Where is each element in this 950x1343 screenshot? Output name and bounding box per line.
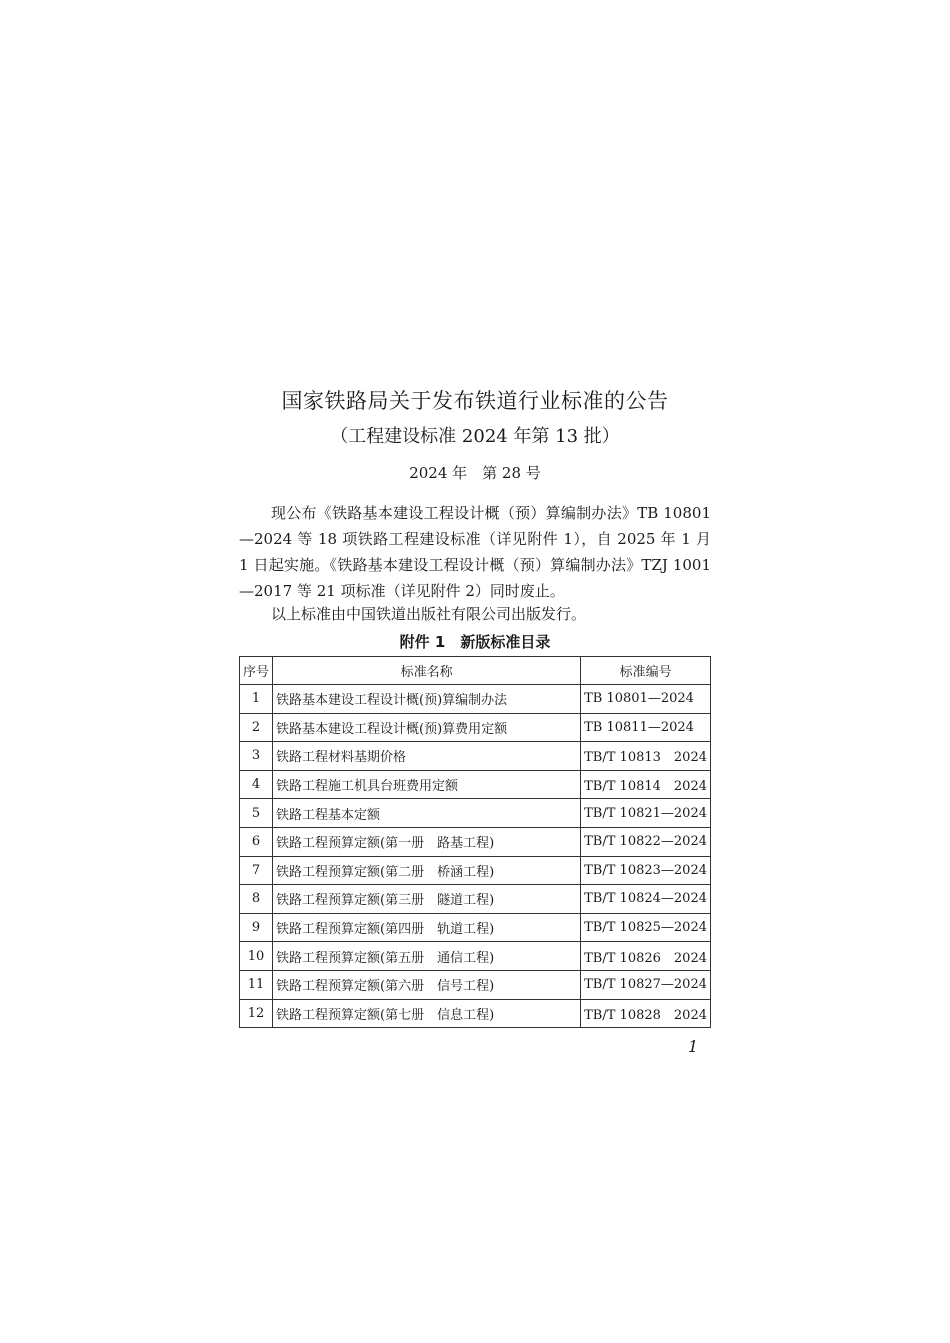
- table-row: [240, 885, 711, 914]
- announcement-title: 国家铁路局关于发布铁道行业标准的公告: [281, 389, 669, 413]
- row-number: 2: [240, 713, 273, 742]
- page-number: 1: [688, 1037, 699, 1056]
- table-row: [240, 970, 711, 999]
- header-name: 标准名称: [273, 657, 581, 685]
- standard-name: 铁路工程基本定额: [273, 799, 581, 828]
- standard-code: TB 10811—2024: [581, 713, 711, 742]
- standard-name: 铁路工程预算定额(第五册 通信工程): [273, 942, 581, 971]
- standard-code: TB/T 10823—2024: [581, 856, 711, 885]
- standard-name: 铁路工程预算定额(第三册 隧道工程): [273, 885, 581, 914]
- table-row: [240, 713, 711, 742]
- standard-name: 铁路基本建设工程设计概(预)算费用定额: [273, 713, 581, 742]
- standard-name: 铁路工程预算定额(第四册 轨道工程): [273, 913, 581, 942]
- header-code: 标准编号: [581, 657, 711, 685]
- table-row: [240, 799, 711, 828]
- announcement-subtitle: （工程建设标准 2024 年第 13 批）: [330, 426, 620, 447]
- table-row: [240, 685, 711, 714]
- header-no: 序号: [240, 657, 273, 685]
- table-body: [240, 685, 711, 1028]
- row-number: 12: [240, 999, 273, 1028]
- body-paragraph-2: 以上标准由中国铁道出版社有限公司出版发行。: [271, 605, 587, 623]
- standard-name: 铁路工程预算定额(第六册 信号工程): [273, 970, 581, 999]
- row-number: 6: [240, 827, 273, 856]
- standard-code: TB/T 10827—2024: [581, 970, 711, 999]
- table-row: [240, 770, 711, 799]
- table-row: [240, 742, 711, 771]
- body-paragraph-1: 现公布《铁路基本建设工程设计概（预）算编制办法》TB 10801—2024 等 18 项铁路工程建设标准（详见附件 1），自 2025 年 1 月 1 日起实施。《铁路基本建设工程设计概（预）算编制办法》TZJ 1001—2017 等 21 项标准（详见附件 2）同时废止。: [239, 504, 711, 600]
- table-row: [240, 827, 711, 856]
- table-row: [240, 942, 711, 971]
- standard-name: 铁路工程预算定额(第一册 路基工程): [273, 827, 581, 856]
- row-number: 4: [240, 770, 273, 799]
- table-row: [240, 913, 711, 942]
- standard-name: 铁路工程预算定额(第二册 桥涵工程): [273, 856, 581, 885]
- row-number: 11: [240, 970, 273, 999]
- standard-code: TB/T 10824—2024: [581, 885, 711, 914]
- row-number: 9: [240, 913, 273, 942]
- standard-code: TB 10801—2024: [581, 685, 711, 714]
- standard-code: TB/T 10826 2024: [581, 942, 711, 971]
- table-caption: 附件 1 新版标准目录: [399, 633, 551, 651]
- standard-code: TB/T 10825—2024: [581, 913, 711, 942]
- standards-table: [239, 656, 711, 1028]
- table-row: [240, 999, 711, 1028]
- table-header-row: [240, 657, 711, 685]
- row-number: 8: [240, 885, 273, 914]
- row-number: 5: [240, 799, 273, 828]
- row-number: 3: [240, 742, 273, 771]
- standard-code: TB/T 10813 2024: [581, 742, 711, 771]
- standard-name: 铁路基本建设工程设计概(预)算编制办法: [273, 685, 581, 714]
- standard-code: TB/T 10821—2024: [581, 799, 711, 828]
- standard-name: 铁路工程材料基期价格: [273, 742, 581, 771]
- row-number: 1: [240, 685, 273, 714]
- standard-code: TB/T 10822—2024: [581, 827, 711, 856]
- standard-code: TB/T 10814 2024: [581, 770, 711, 799]
- table-row: [240, 856, 711, 885]
- standard-code: TB/T 10828 2024: [581, 999, 711, 1028]
- standard-name: 铁路工程预算定额(第七册 信息工程): [273, 999, 581, 1028]
- standard-name: 铁路工程施工机具台班费用定额: [273, 770, 581, 799]
- issue-number: 2024 年 第 28 号: [409, 464, 541, 482]
- row-number: 10: [240, 942, 273, 971]
- row-number: 7: [240, 856, 273, 885]
